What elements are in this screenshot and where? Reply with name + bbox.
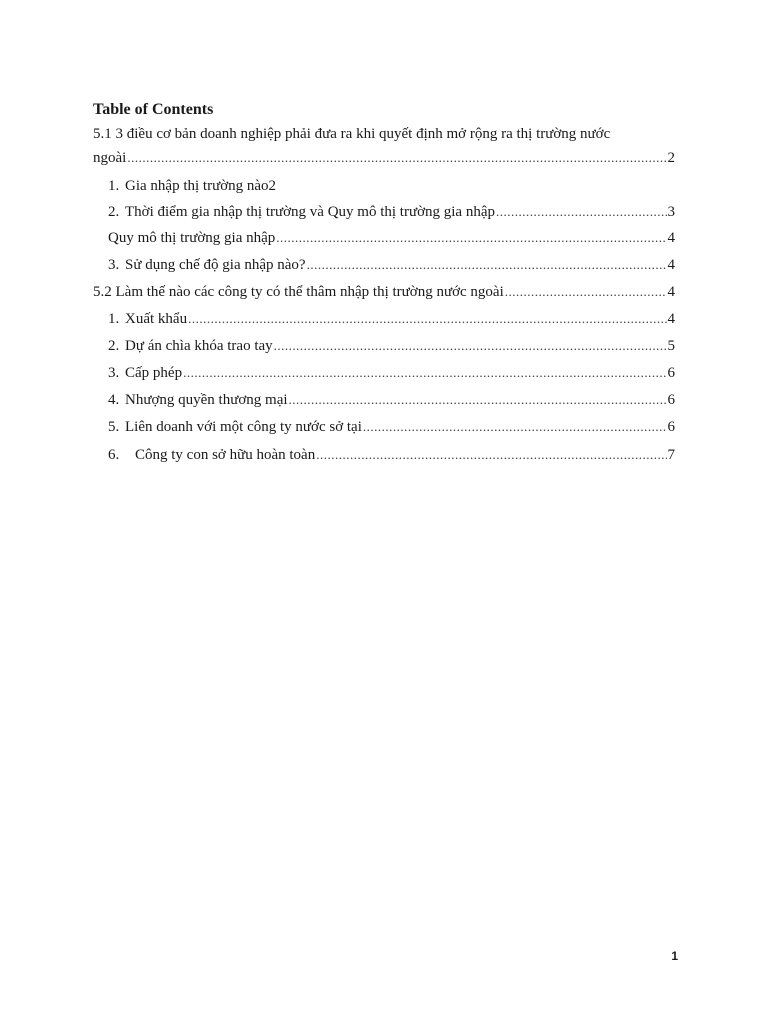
toc-entry-quy-mo-thi-truong[interactable] (108, 228, 675, 248)
toc-entry-lien-doanh[interactable] (108, 417, 675, 437)
toc-entry-number: 5. (108, 419, 120, 435)
toc-page-number: 6 (667, 419, 675, 435)
dot-leader (505, 282, 667, 302)
toc-entry-number: 4. (108, 392, 120, 408)
toc-entry-number: 3. (108, 365, 120, 381)
toc-entry-nhuong-quyen[interactable] (108, 390, 675, 410)
dot-leader (496, 202, 667, 222)
toc-entry-gia-nhap-thi-truong-nao[interactable] (108, 176, 675, 196)
dot-leader (127, 148, 666, 168)
toc-entry-number: 2. (108, 338, 120, 354)
toc-entry-text: Gia nhập thị trường nào2 (125, 178, 277, 194)
toc-entry-text: 5.2 Làm thế nào các công ty có thể thâm nhập thị trường nước ngoài (93, 284, 504, 300)
toc-page-number: 4 (667, 257, 675, 273)
toc-entry-text: Sử dụng chế độ gia nhập nào? (125, 257, 306, 273)
dot-leader (363, 417, 667, 437)
toc-entry-text: Dự án chìa khóa trao tay (125, 338, 273, 354)
toc-entry-thoi-diem-gia-nhap[interactable] (108, 202, 675, 222)
toc-entry-number: 6. (108, 447, 120, 463)
toc-entry-text: Xuất khẩu (125, 311, 188, 327)
dot-leader (276, 228, 666, 248)
toc-page-number: 2 (667, 150, 675, 166)
toc-entry-text: Nhượng quyền thương mại (125, 392, 288, 408)
toc-page-number: 4 (667, 230, 675, 246)
toc-entry-cong-ty-con[interactable] (108, 445, 675, 465)
dot-leader (183, 363, 666, 383)
toc-entry-che-do-gia-nhap[interactable] (108, 255, 675, 275)
toc-page-number: 4 (667, 284, 675, 300)
toc-entry-5-1-line2[interactable] (93, 148, 675, 168)
toc-entry-text-continued: ngoài (93, 150, 127, 166)
dot-leader (307, 255, 667, 275)
toc-entry-chia-khoa-trao-tay[interactable] (108, 336, 675, 356)
toc-page-number: 3 (667, 204, 675, 220)
toc-page-number: 5 (667, 338, 675, 354)
dot-leader (316, 445, 666, 465)
toc-title: Table of Contents (93, 101, 214, 118)
dot-leader (188, 309, 666, 329)
toc-entry-text: Công ty con sở hữu hoàn toàn (135, 447, 316, 463)
toc-entry-xuat-khau[interactable] (108, 309, 675, 329)
dot-leader (289, 390, 667, 410)
toc-page-number: 6 (667, 392, 675, 408)
page-number: 1 (671, 949, 678, 963)
toc-entry-number: 3. (108, 257, 120, 273)
toc-page-number: 7 (667, 447, 675, 463)
toc-entry-text: Cấp phép (125, 365, 183, 381)
toc-entry-text: Thời điểm gia nhập thị trường và Quy mô thị trường gia nhập (125, 204, 495, 220)
toc-entry-cap-phep[interactable] (108, 363, 675, 383)
toc-entry-number: 1. (108, 311, 120, 327)
toc-entry-number: 1. (108, 178, 120, 194)
toc-page-number: 6 (667, 365, 675, 381)
toc-entry-number: 2. (108, 204, 120, 220)
toc-entry-text: 5.1 3 điều cơ bản doanh nghiệp phải đưa ra khi quyết định mở rộng ra thị trường nước (93, 126, 611, 142)
toc-page-number: 4 (667, 311, 675, 327)
toc-entry-text: Liên doanh với một công ty nước sở tại (125, 419, 362, 435)
toc-entry-text: Quy mô thị trường gia nhập (108, 230, 276, 246)
toc-entry-5-2[interactable] (93, 282, 675, 302)
dot-leader (274, 336, 667, 356)
toc-entry-5-1-line1[interactable] (93, 124, 675, 144)
